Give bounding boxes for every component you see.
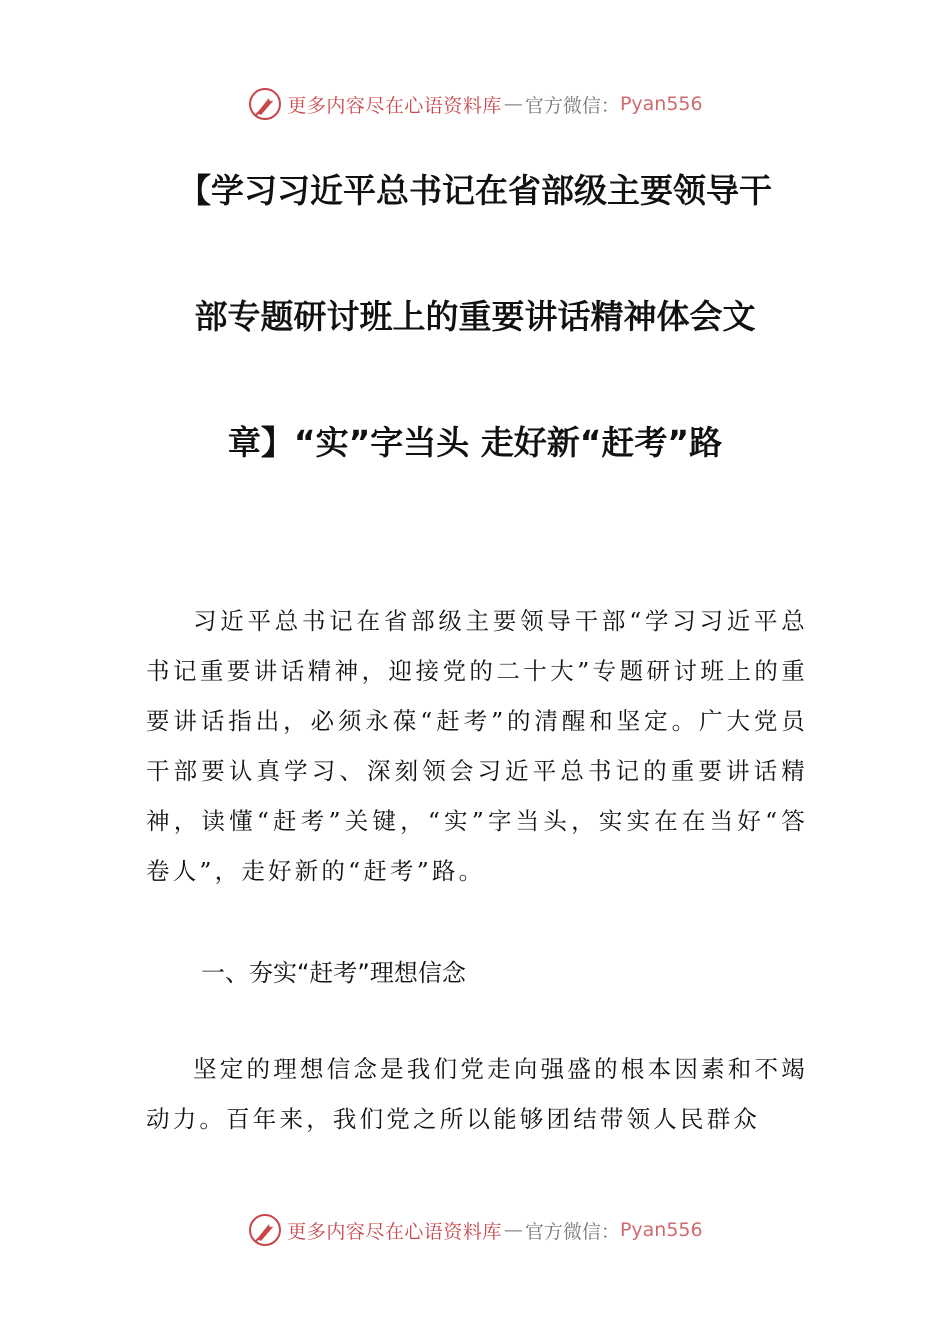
pen-nib-logo-icon <box>247 86 283 122</box>
title-line-3: 章】“实”字当头 走好新“赶考”路 <box>227 423 723 462</box>
banner-wechat-id: Pyan556 <box>619 93 703 115</box>
banner-wechat-id: Pyan556 <box>619 1219 703 1241</box>
header-banner <box>0 84 950 124</box>
title-line-2: 部专题研讨班上的重要讲话精神体会文 <box>194 297 756 336</box>
body-paragraph-1: 习近平总书记在省部级主要领导干部“学习习近平总书记重要讲话精神，迎接党的二十大”专题研讨班上的重要讲话指出，必须永葆“赶考”的清醒和坚定。广大党员干部要认真学习、深刻领会习近平总书记的重要讲话精神，读懂“赶考”关键，“实”字当头，实实在在当好“答卷人”，走好新的“赶考”路。 <box>146 607 808 885</box>
pen-nib-logo-icon <box>247 1212 283 1248</box>
banner-dash: — <box>503 93 523 115</box>
banner-dash: — <box>503 1219 523 1241</box>
section-heading-1: 一、夯实“赶考”理想信念 <box>201 959 466 987</box>
banner-wechat-label: 官方微信： <box>524 94 620 117</box>
banner-text: 更多内容尽在心语资料库 <box>287 94 502 117</box>
body-paragraph-2: 坚定的理想信念是我们党走向强盛的根本因素和不竭动力。百年来，我们党之所以能够团结带领人民群众 <box>146 1055 808 1133</box>
title-line-1: 【学习习近平总书记在省部级主要领导干 <box>178 171 772 210</box>
footer-banner <box>0 1210 950 1250</box>
banner-wechat-label: 官方微信： <box>524 1220 620 1243</box>
banner-text: 更多内容尽在心语资料库 <box>287 1220 502 1243</box>
document-title <box>140 128 810 506</box>
